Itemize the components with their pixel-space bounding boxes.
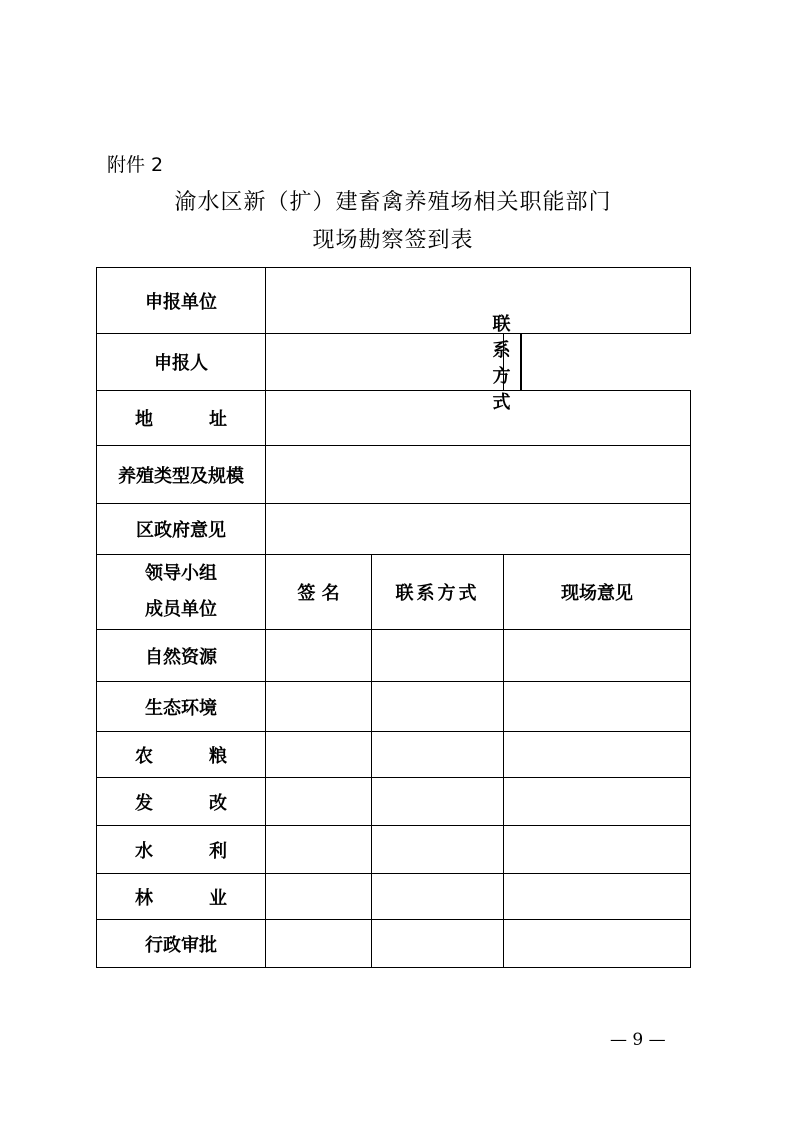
form-title-line1: 渝水区新（扩）建畜禽养殖场相关职能部门 (174, 190, 612, 215)
sign-header: 签 名 (266, 555, 372, 630)
page-number: — 9 — (610, 1030, 666, 1050)
opinion-cell[interactable] (504, 682, 691, 732)
dept-ecology: 生态环境 (97, 682, 266, 732)
dept-natural-resources: 自然资源 (97, 630, 266, 682)
contact-header: 联系方式 (372, 555, 504, 630)
table-row (97, 778, 691, 826)
dept-administrative-approval: 行政审批 (97, 920, 266, 968)
contact-cell[interactable] (372, 920, 504, 968)
table-row (97, 682, 691, 732)
sign-cell[interactable] (266, 682, 372, 732)
district-opinion-label: 区政府意见 (97, 504, 266, 555)
applicant-unit-field[interactable] (266, 268, 691, 334)
address-label: 地 址 (97, 391, 266, 446)
row-header (97, 555, 691, 630)
table-row (97, 630, 691, 682)
contact-cell[interactable] (372, 682, 504, 732)
lead-group-label: 领导小组 成员单位 (97, 555, 266, 630)
opinion-cell[interactable] (504, 826, 691, 874)
contact-cell[interactable] (372, 732, 504, 778)
opinion-cell[interactable] (504, 920, 691, 968)
contact-cell[interactable] (372, 630, 504, 682)
opinion-cell[interactable] (504, 778, 691, 826)
breeding-type-field[interactable] (266, 446, 691, 504)
applicant-field[interactable] (266, 334, 504, 391)
row-breeding-type (97, 446, 691, 504)
contact-cell[interactable] (372, 778, 504, 826)
applicant-unit-label: 申报单位 (97, 268, 266, 334)
table-row (97, 732, 691, 778)
opinion-cell[interactable] (504, 732, 691, 778)
sign-cell[interactable] (266, 826, 372, 874)
table-row (97, 874, 691, 920)
site-opinion-header: 现场意见 (504, 555, 691, 630)
row-applicant (97, 334, 691, 391)
applicant-label: 申报人 (97, 334, 266, 391)
row-address (97, 391, 691, 446)
opinion-cell[interactable] (504, 874, 691, 920)
form-title-line2: 现场勘察签到表 (312, 228, 474, 253)
row-district-opinion (97, 504, 691, 555)
district-opinion-field[interactable] (266, 504, 691, 555)
sign-cell[interactable] (266, 920, 372, 968)
contact-label: 联系方式 (486, 334, 521, 390)
contact-cell[interactable] (372, 874, 504, 920)
dept-water: 水 利 (97, 826, 266, 874)
attachment-label: 附件 2 (107, 154, 164, 176)
breeding-type-label: 养殖类型及规模 (97, 446, 266, 504)
sign-cell[interactable] (266, 874, 372, 920)
sign-in-table (96, 267, 691, 968)
opinion-cell[interactable] (504, 630, 691, 682)
sign-cell[interactable] (266, 630, 372, 682)
sign-cell[interactable] (266, 778, 372, 826)
table-row (97, 826, 691, 874)
dept-forestry: 林 业 (97, 874, 266, 920)
table-row (97, 920, 691, 968)
dept-development-reform: 发 改 (97, 778, 266, 826)
row-applicant-unit (97, 268, 691, 334)
sign-cell[interactable] (266, 732, 372, 778)
contact-cell[interactable] (372, 826, 504, 874)
applicant-contact-cell (492, 314, 522, 413)
dept-agriculture-grain: 农 粮 (97, 732, 266, 778)
address-field[interactable] (266, 391, 691, 446)
